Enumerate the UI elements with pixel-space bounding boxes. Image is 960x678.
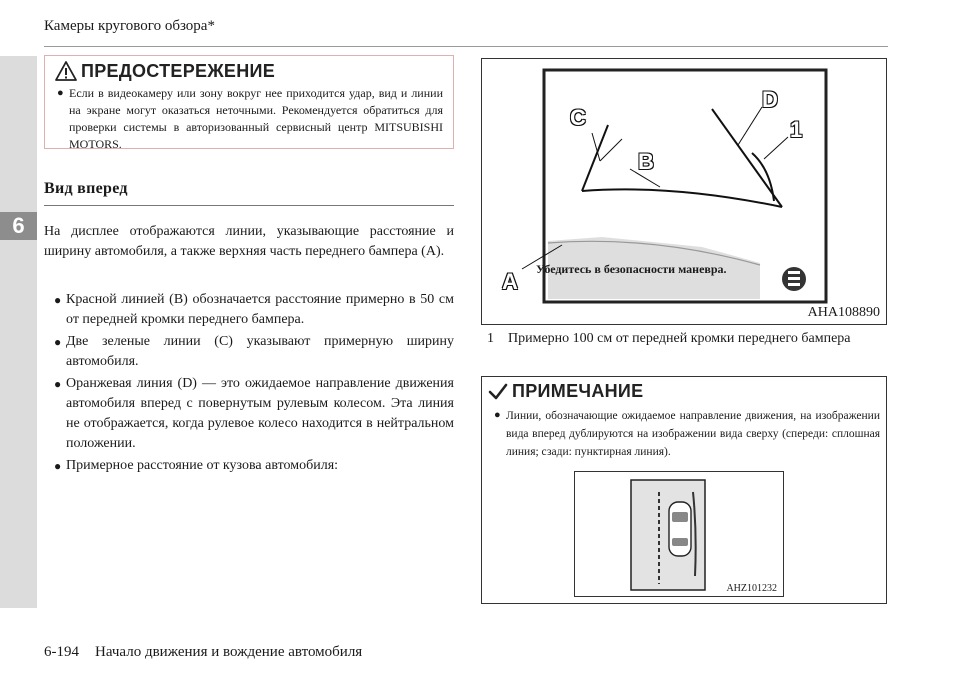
- page-footer: [44, 644, 362, 661]
- list-item-text: Оранжевая линия (D) — это ожидаемое направление движения автомобиля вперед с повернутым рулевым колесом. Эта линия не отображается, когда рулевое колесо находится в нейтральном положении.: [66, 376, 454, 451]
- figure-code: AHA108890: [807, 305, 880, 320]
- bullet-icon: ●: [54, 459, 62, 473]
- warning-box: [44, 55, 454, 149]
- camera-view-figure: [481, 58, 887, 325]
- top-view-figure: [574, 471, 784, 597]
- list-item-text: Примерное расстояние от кузова автомобиля:: [66, 458, 339, 473]
- bullet-icon: ●: [54, 293, 62, 307]
- note-box: [481, 376, 887, 604]
- intro-paragraph: На дисплее отображаются линии, указывающие расстояние и ширину автомобиля, а также верхняя часть переднего бампера (A).: [44, 224, 454, 259]
- top-view-illustration: [575, 472, 783, 596]
- list-item-text: Две зеленые линии (C) указывают примерную ширину автомобиля.: [66, 334, 454, 369]
- list-item-text: Красной линией (B) обозначается расстояние примерно в 50 см от передней кромки переднего бампера.: [66, 292, 454, 327]
- caption-number: 1: [487, 331, 494, 346]
- bullet-icon: ●: [54, 377, 62, 391]
- warning-header: [45, 56, 453, 82]
- section-heading: Вид вперед: [44, 180, 128, 197]
- list-item: [54, 332, 454, 372]
- bullet-icon: ●: [54, 335, 62, 349]
- list-item: [54, 290, 454, 330]
- warning-text: Если в видеокамеру или зону вокруг нее приходится удар, вид и линии на экране могут оказаться неточными. Рекомендуется обратиться для проверки системы в авторизованный сервисный центр MITSUBISHI MOTORS.: [69, 86, 443, 151]
- warning-item: [45, 82, 453, 153]
- chapter-number-badge: 6: [0, 212, 37, 240]
- camera-screen-illustration: [482, 59, 886, 324]
- page-number: 6-194: [44, 644, 79, 660]
- note-title: ПРИМЕЧАНИЕ: [512, 381, 644, 401]
- footer-title: Начало движения и вождение автомобиля: [95, 644, 363, 660]
- warning-title: ПРЕДОСТЕРЕЖЕНИЕ: [81, 60, 276, 81]
- header-divider: [44, 46, 888, 47]
- note-item: [482, 403, 886, 461]
- note-check-icon: [488, 383, 508, 401]
- note-text: Линии, обозначающие ожидаемое направление движения, на изображении вида вперед дублируются на изображении вида сверху (спереди: сплошная линия; сзади: пунктирная линия).: [506, 410, 880, 458]
- bullet-icon: ●: [57, 87, 64, 99]
- caption-text: Примерно 100 см от передней кромки переднего бампера: [508, 331, 851, 346]
- section-divider: [44, 205, 454, 206]
- figure-caption: [487, 331, 851, 347]
- chapter-side-tab: [0, 56, 37, 608]
- note-figure-code: AHZ101232: [726, 583, 777, 594]
- screen-safety-message: Убедитесь в безопасности маневра.: [536, 262, 727, 276]
- warning-triangle-icon: [55, 61, 77, 81]
- page-header-title: Камеры кругового обзора*: [44, 18, 215, 34]
- label-a: A: [502, 269, 518, 294]
- label-c: C: [570, 105, 586, 130]
- note-header: [482, 377, 886, 403]
- bullet-list: [54, 290, 454, 478]
- bullet-icon: ●: [494, 409, 501, 421]
- sensor-icon: [782, 267, 806, 291]
- list-item: [54, 456, 454, 476]
- label-b: B: [638, 149, 654, 174]
- label-1: 1: [790, 117, 803, 142]
- label-d: D: [762, 87, 778, 112]
- list-item: [54, 374, 454, 454]
